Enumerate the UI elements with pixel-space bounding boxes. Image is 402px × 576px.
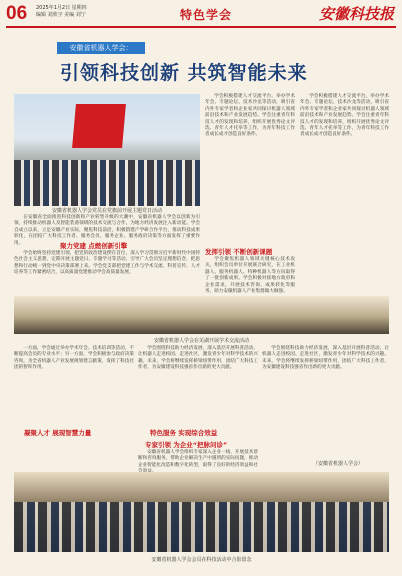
photo-caption: 安徽省机器人学会党员在党旗前开展主题党日活动 [51, 208, 162, 214]
author-credit: （安徽省机器人学会） [313, 461, 364, 467]
article-column: 学会聚焦机器人领域关键核心技术攻关，组织会员单位开展联合研究，在工业机器人、服务机器人、特种机器人等方向取得了一批创新成果。学会积极对接地方政府和企业需求，开展技术咨询、成果转化等服务，助力安徽机器人产业集群做大做强。 [205, 257, 295, 295]
party-flag-image [72, 104, 126, 148]
article-column: 安徽省机器人学会组织专家深入企业一线，开展技术诊断和咨询服务，帮助企业解决生产中遇到的实际问题，推动企业智能化改造和数字化转型，取得了良好的经济效益和社 [138, 450, 258, 468]
article-column: 学会积极搭建人才交流平台，举办学术年会、专题论坛、技术沙龙等活动，吸引省内外专家学者和企业家共同探讨机器人领域前沿技术和产业发展趋势。学会注重青年科技人才的发现和培养，组织开展优秀论文评选、青年人才托举等工作，为青年科技工作者成长成才创造良好条件。 [300, 94, 389, 138]
page-number: 06 [6, 3, 28, 24]
activity-photo [14, 296, 389, 334]
photo-caption: 安徽省机器人学会在芜湖开展学术交流活动 [153, 338, 249, 344]
article-column: 一方面，学会通过举办学术年会、技术培训等活动，不断提高会员的专业水平；另一方面，学会积极参与政府决策咨询，为全省机器人产业发展规划建言献策，发挥了科技社团的智库作用。 [14, 346, 134, 371]
article-column: 学会围绕科技助力经济发展，深入基层开展科普活动，让机器人走进校园、走进社区，激发青少年对科学技术的兴趣。未来，学会将继续发挥桥梁纽带作用，团结广大科技工作者，为安徽建设科技强省作出新的更大贡献。 [138, 346, 258, 371]
date-editor-block [36, 5, 87, 19]
org-tag: 安徽省机器人学会： [57, 42, 145, 54]
article-column: 学会始终坚持党建引领，把党的政治建设摆在首位，深入学习贯彻习近平新时代中国特色社会主义思想，定期开展主题党日、专题学习等活动，引导广大会员坚定理想信念，把思想和行动统一到党中央决策部署上来。学会党支部把党建工作与学术交流、科普宣传、人才培养等工作紧密结合，以高质量党建推动学会高质量发展。 [14, 251, 200, 276]
subheading: 聚力党建 点燃创新引擎 [60, 242, 128, 250]
subheading: 特色服务 实现综合效益 [150, 429, 218, 437]
section-title: 特色学会 [180, 8, 233, 22]
article-column: 学会围绕科技助力经济发展，深入基层开展科普活动，让机器人走进校园、走进社区，激发青少年对科学技术的兴趣。未来，学会将继续发挥桥梁纽带作用，团结广大科技工作者，为安徽建设科技强省作出新的更大贡献。 [262, 346, 389, 371]
group-photo [14, 472, 389, 552]
headline: 引领科技创新 共筑智能未来 [60, 62, 308, 84]
article-column: 学会积极搭建人才交流平台，举办学术年会、专题论坛、技术沙龙等活动，吸引省内外专家学者和企业家共同探讨机器人领域前沿技术和产业发展趋势。学会注重青年科技人才的发现和培养，组织开展优秀论文评选、青年人才托举等工作，为青年科技工作者成长成才创造良好条件。 [205, 94, 295, 138]
group-image [14, 160, 200, 206]
masthead-rule [6, 26, 396, 28]
group-image [14, 502, 389, 552]
party-flag-photo [14, 94, 200, 206]
editor-line: 编辑 刘欣宇 美编 刘宁 [36, 12, 86, 18]
date-line: 2025年1月2日 星期四 [36, 5, 87, 11]
subheading: 发挥引领 不断创新课题 [205, 248, 273, 256]
article-column: 在安徽省全面推进科技创新和产业转型升级的大潮中，安徽省机器人学会以创新为引领，持续推动机器人及智能装备领域的技术交流与合作，为地方经济发展注入新动能。学会自成立以来，立足安徽产业实际，聚焦科技前沿，积极搭建产学研合作平台，推动科技成果转化，在团结广大科技工作者、服务会员、服务企业、服务政府决策等方面发挥了重要作用。 [14, 215, 200, 246]
masthead [0, 0, 402, 28]
subheading: 凝聚人才 展现智慧力量 [24, 429, 92, 437]
newspaper-title: 安徽科技报 [318, 5, 394, 23]
subheading: 专家引领 为企业“把脉问诊” [145, 441, 228, 449]
photo-caption: 安徽省机器人学会会员在科技活动中合影留念 [151, 557, 252, 563]
